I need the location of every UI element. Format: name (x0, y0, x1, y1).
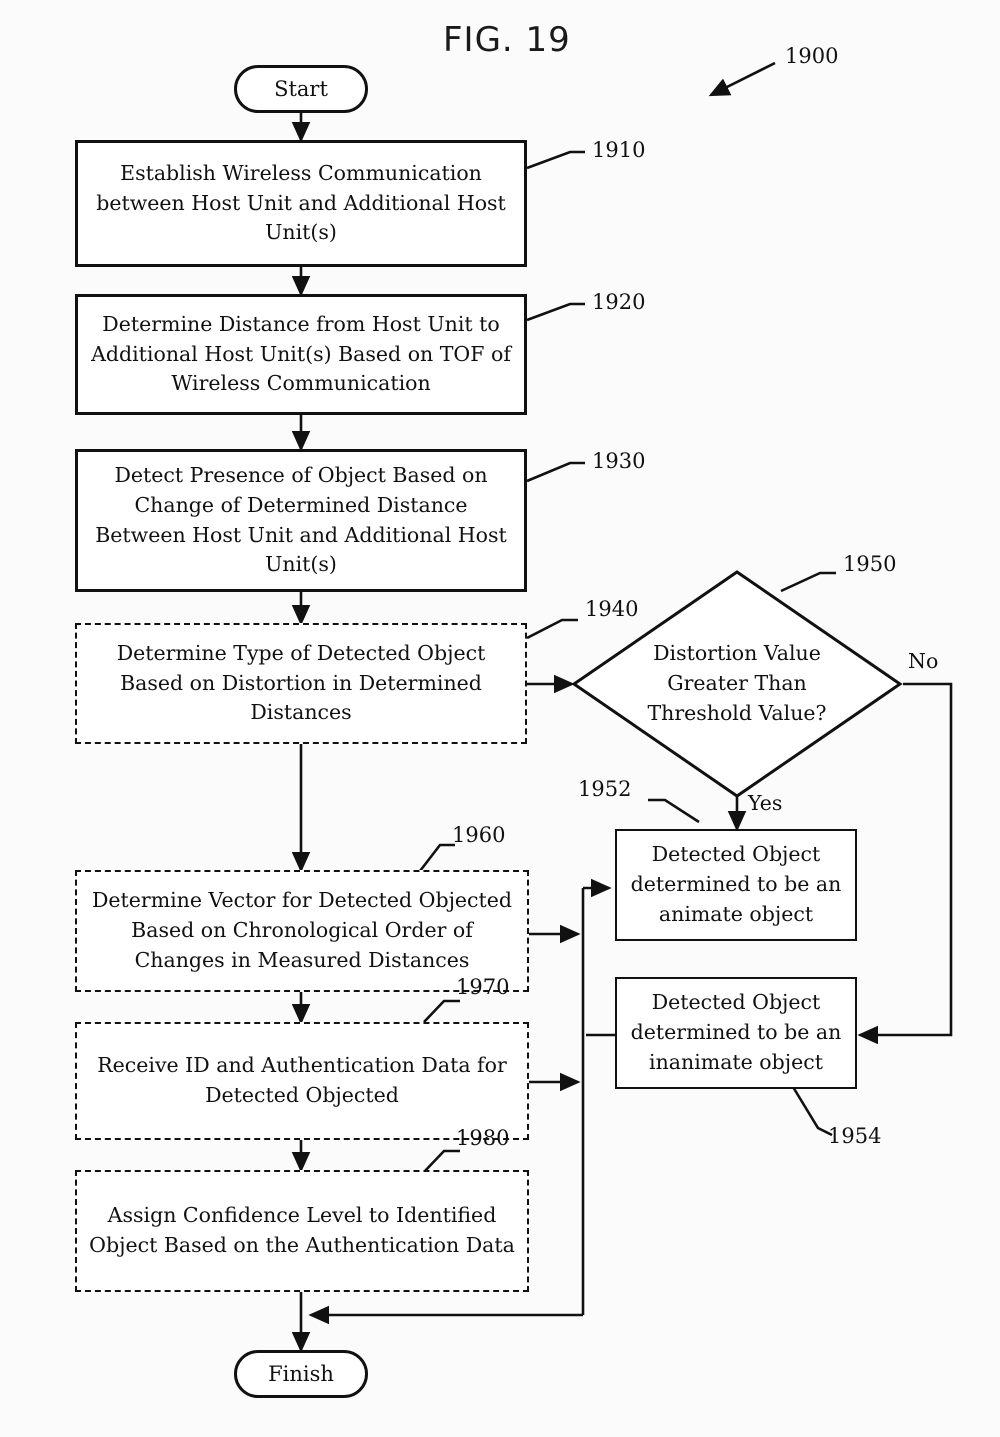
node-1954-label: Detected Object determined to be an inanimate object (630, 990, 842, 1074)
node-determine-type-of-object (75, 623, 527, 744)
ref-1952: 1952 (578, 777, 632, 801)
node-finish (234, 1350, 368, 1398)
decision-no-label: No (908, 649, 939, 673)
node-1940-label: Determine Type of Detected Object Based on Distortion in Determined Distances (116, 640, 486, 725)
ref-1954: 1954 (828, 1124, 882, 1148)
ref-1960: 1960 (452, 823, 506, 847)
node-1930-label: Detect Presence of Object Based on Change of Determined Distance Between Host Unit and Additional Host Unit(s) (95, 463, 507, 577)
node-determine-distance (75, 294, 527, 415)
node-assign-confidence-level (75, 1170, 529, 1292)
ref-1970: 1970 (456, 975, 510, 999)
ref-1980: 1980 (456, 1126, 510, 1150)
node-1970-label: Receive ID and Authentication Data for Detected Objected (97, 1053, 507, 1107)
ref-1900: 1900 (785, 44, 839, 68)
ref-1940: 1940 (585, 597, 639, 621)
ref-1950: 1950 (843, 552, 897, 576)
node-inanimate-object-result (615, 977, 857, 1089)
decision-yes-label: Yes (748, 791, 783, 815)
node-1952-label: Detected Object determined to be an animate object (630, 842, 842, 926)
node-start (234, 65, 368, 113)
node-1920-label: Determine Distance from Host Unit to Additional Host Unit(s) Based on TOF of Wireless Communication (91, 311, 511, 396)
node-1960-label: Determine Vector for Detected Objected Based on Chronological Order of Changes in Measured Distances (91, 888, 513, 972)
node-animate-object-result (615, 829, 857, 941)
node-detect-presence-of-object (75, 449, 527, 592)
node-1980-label: Assign Confidence Level to Identified Object Based on the Authentication Data (89, 1203, 515, 1257)
ref-1910: 1910 (592, 138, 646, 162)
node-start-label: Start (274, 77, 328, 101)
ref-1920: 1920 (592, 290, 646, 314)
node-finish-label: Finish (268, 1362, 334, 1386)
node-receive-id-authentication (75, 1022, 529, 1140)
node-distortion-threshold-decision (570, 568, 904, 800)
node-establish-wireless-communication (75, 140, 527, 267)
node-determine-vector (75, 870, 529, 992)
node-1910-label: Establish Wireless Communication between Host Unit and Additional Host Unit(s) (96, 160, 506, 245)
figure-title: FIG. 19 (443, 20, 571, 60)
node-1950-label: Distortion Value Greater Than Threshold Value? (647, 641, 827, 725)
ref-1930: 1930 (592, 449, 646, 473)
